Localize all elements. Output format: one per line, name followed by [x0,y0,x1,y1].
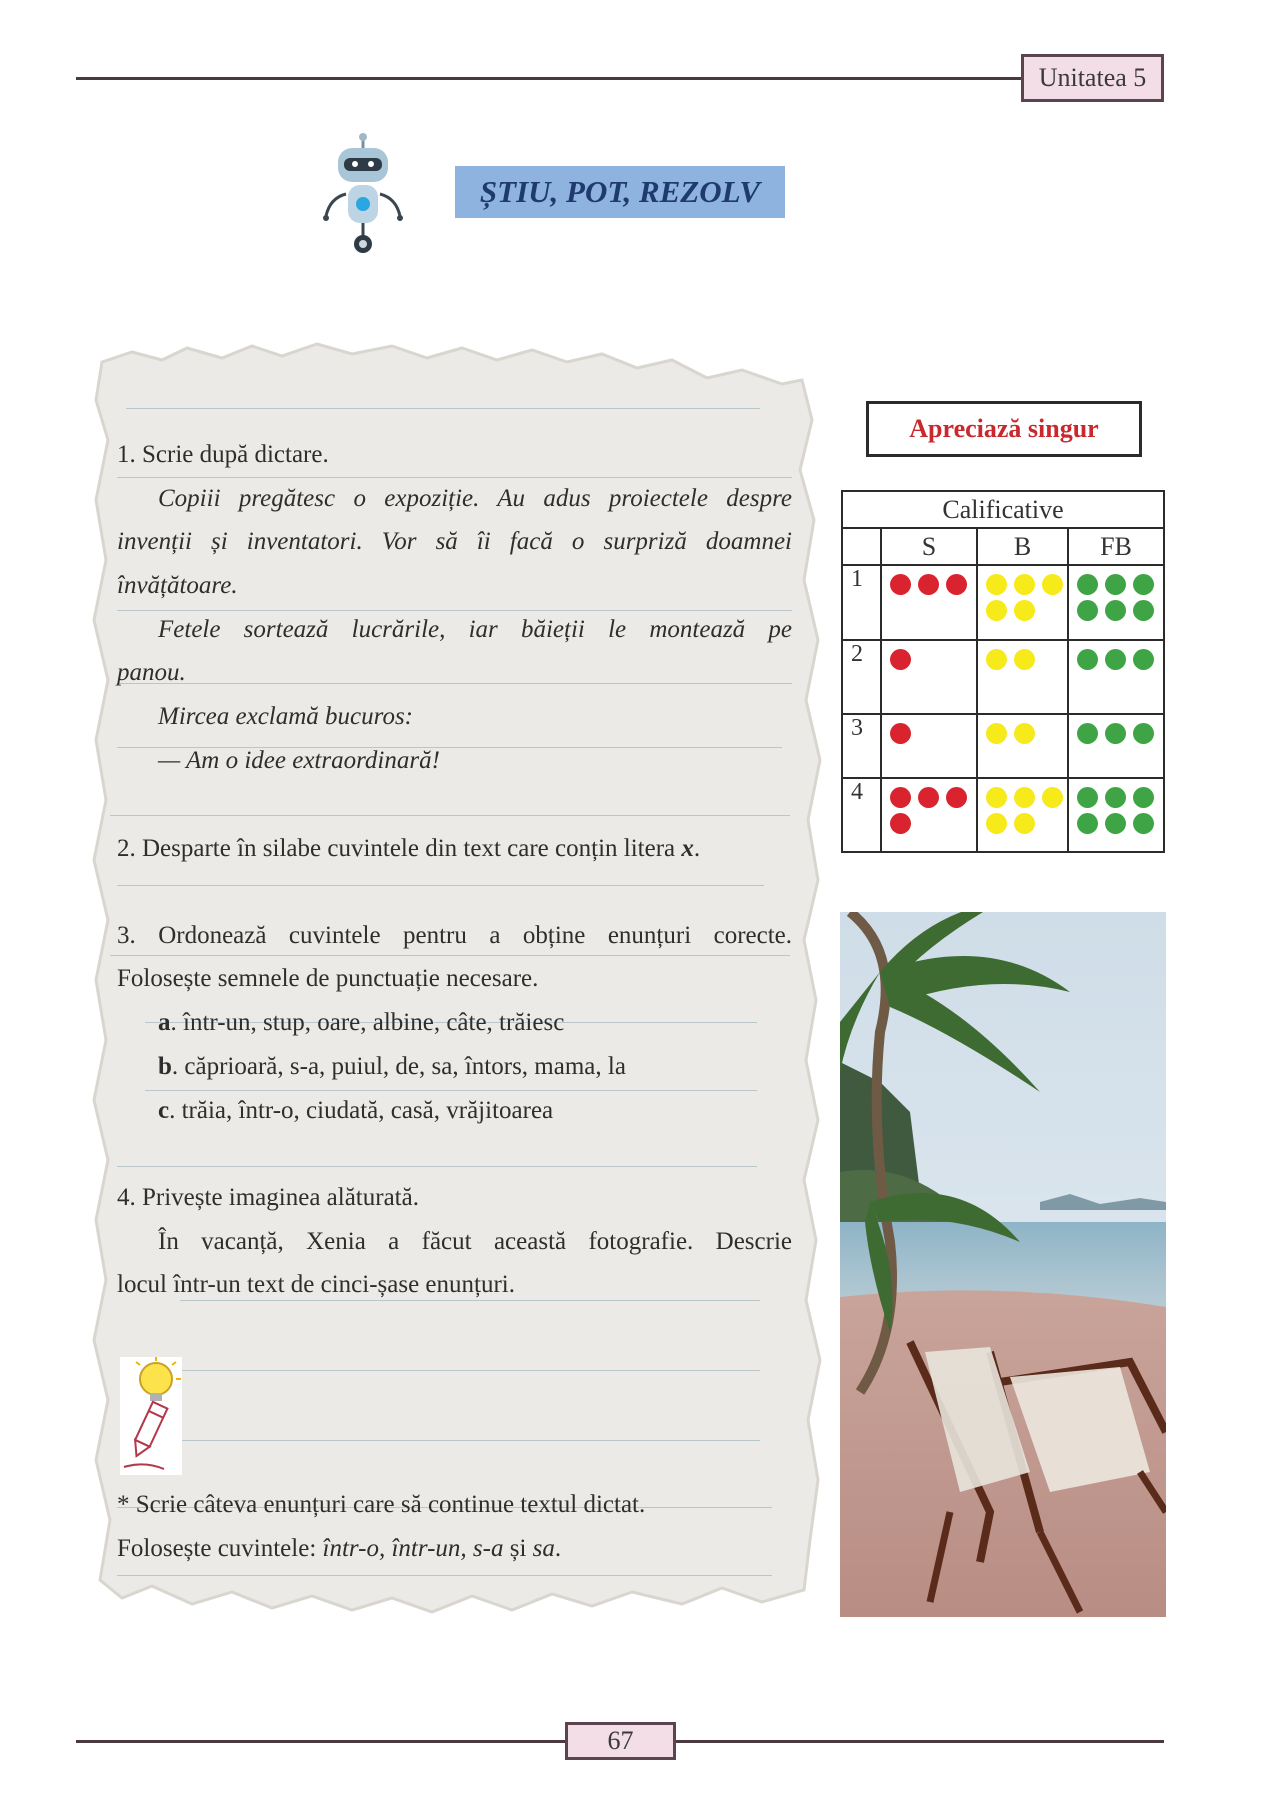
rating-dot [1014,787,1035,808]
dots-FB [1068,778,1164,852]
rating-dot [1133,574,1154,595]
exercise-1-prompt: 1. Scrie după dictare. [117,441,329,468]
ruled-line [117,1166,757,1167]
rating-dot [890,787,911,808]
page-number: 67 [565,1722,676,1760]
bonus-line-2 [117,1534,561,1564]
exercise-2-prompt [117,834,700,864]
ruled-line [180,1300,760,1301]
bonus-prefix: Folosește cuvintele: [117,1535,323,1562]
exercise-4-prompt: 4. Privește imaginea alăturată. [117,1184,419,1211]
bonus-last: sa [532,1535,555,1562]
rating-dot [918,787,939,808]
beach-photo [840,912,1166,1617]
rating-dot [1077,813,1098,834]
rating-dot [890,723,911,744]
rating-dot [890,813,911,834]
rating-dot [1133,649,1154,670]
column-header: FB [1068,528,1164,565]
ruled-line [126,408,760,409]
footer-rule-left [76,1740,565,1743]
rating-dot [986,723,1007,744]
bonus-and: și [503,1535,533,1562]
row-number: 4 [842,778,881,852]
rating-dot [1014,649,1035,670]
dots-FB [1068,640,1164,714]
rating-dot [1077,574,1098,595]
dots-B [977,778,1068,852]
item-letter: c [158,1097,170,1124]
ruled-line [180,1440,760,1441]
rating-dot [890,649,911,670]
rating-dot [1014,723,1035,744]
item-words: . într-un, stup, oare, albine, câte, trăiesc [170,1009,565,1036]
dictation-line: panou. [117,659,186,686]
rating-dot [1105,600,1126,621]
bonus-words: într-o, într-un, s-a [322,1535,504,1562]
ruled-line [145,1090,757,1091]
dictation-line: — Am o idee extraordinară! [158,747,440,774]
rating-table [841,490,1165,853]
table-title: Calificative [842,491,1164,528]
dots-S [881,778,977,852]
dictation-line: invenții și inventatori. Vor să îi facă o surpriză doamnei [117,528,792,555]
rating-dot [1077,787,1098,808]
rating-dot [1077,649,1098,670]
rating-dot [1077,723,1098,744]
dots-B [977,714,1068,778]
rating-dot [1042,787,1063,808]
ruled-line [117,683,792,684]
ruled-line [117,610,792,611]
rating-dot [1133,600,1154,621]
rating-dot [986,600,1007,621]
exercise-3-item-a [158,1008,564,1038]
row-number: 2 [842,640,881,714]
item-words: . trăia, într-o, ciudată, casă, vrăjitoarea [169,1097,554,1124]
ruled-line [117,477,792,478]
rating-dot [918,574,939,595]
dots-S [881,565,977,640]
rating-dot [986,813,1007,834]
rating-dot [1105,787,1126,808]
rating-dot [1105,813,1126,834]
rating-dot [1105,574,1126,595]
exercise-2-letter: x [681,835,694,862]
row-number: 1 [842,565,881,640]
unit-label: Unitatea 5 [1021,54,1164,102]
pencil-lightbulb-icon [120,1357,182,1475]
exercise-3-item-b [158,1052,626,1082]
column-header: B [977,528,1068,565]
dots-B [977,565,1068,640]
rating-dot [890,574,911,595]
rating-dot [986,649,1007,670]
row-number: 3 [842,714,881,778]
corner-cell [842,528,881,565]
dots-B [977,640,1068,714]
rating-dot [986,574,1007,595]
ruled-line [180,1370,760,1371]
item-letter: b [158,1053,172,1080]
exercise-4-line: locul într-un text de cinci-șase enunțuri. [117,1271,515,1298]
dictation-line: învățătoare. [117,572,238,599]
rating-dot [1133,813,1154,834]
exercise-3-prompt: 3. Ordonează cuvintele pentru a obține enunțuri corecte. [117,922,792,949]
dictation-line: Fetele sortează lucrările, iar băieții le montează pe [158,616,792,643]
rating-dot [946,574,967,595]
rating-dot [1077,600,1098,621]
self-assessment-label: Apreciază singur [866,401,1142,457]
rating-dot [946,787,967,808]
dictation-line: Mircea exclamă bucuros: [158,703,414,730]
exercise-3-item-c [158,1096,553,1126]
ruled-line [110,955,790,956]
ruled-line [117,885,764,886]
dots-S [881,714,977,778]
robot-icon [318,132,408,260]
dictation-line: Copiii pregătesc o expoziție. Au adus proiectele despre [158,485,792,512]
ruled-line [117,1575,772,1576]
section-title: ȘTIU, POT, REZOLV [455,166,785,218]
item-words: . căprioară, s-a, puiul, de, sa, întors, mama, la [171,1053,626,1080]
rating-dot [1014,813,1035,834]
footer-rule-right [676,1740,1164,1743]
column-header: S [881,528,977,565]
bonus-end: . [554,1535,562,1562]
rating-dot [1105,723,1126,744]
rating-dot [1014,574,1035,595]
exercise-3-prompt-2: Folosește semnele de punctuație necesare. [117,965,539,992]
rating-dot [1105,649,1126,670]
rating-dot [986,787,1007,808]
ruled-line [110,815,790,816]
exercise-4-line: În vacanță, Xenia a făcut această fotografie. Descrie [158,1228,792,1255]
exercise-2-end: . [693,835,701,862]
exercise-2-text: 2. Desparte în silabe cuvintele din text care conțin litera [117,835,676,862]
rating-dot [1133,787,1154,808]
rating-dot [1014,600,1035,621]
rating-dot [1133,723,1154,744]
header-rule [76,77,1021,80]
dots-S [881,640,977,714]
rating-dot [1042,574,1063,595]
item-letter: a [158,1009,171,1036]
dots-FB [1068,714,1164,778]
dots-FB [1068,565,1164,640]
bonus-line: * Scrie câteva enunțuri care să continue textul dictat. [117,1491,646,1518]
